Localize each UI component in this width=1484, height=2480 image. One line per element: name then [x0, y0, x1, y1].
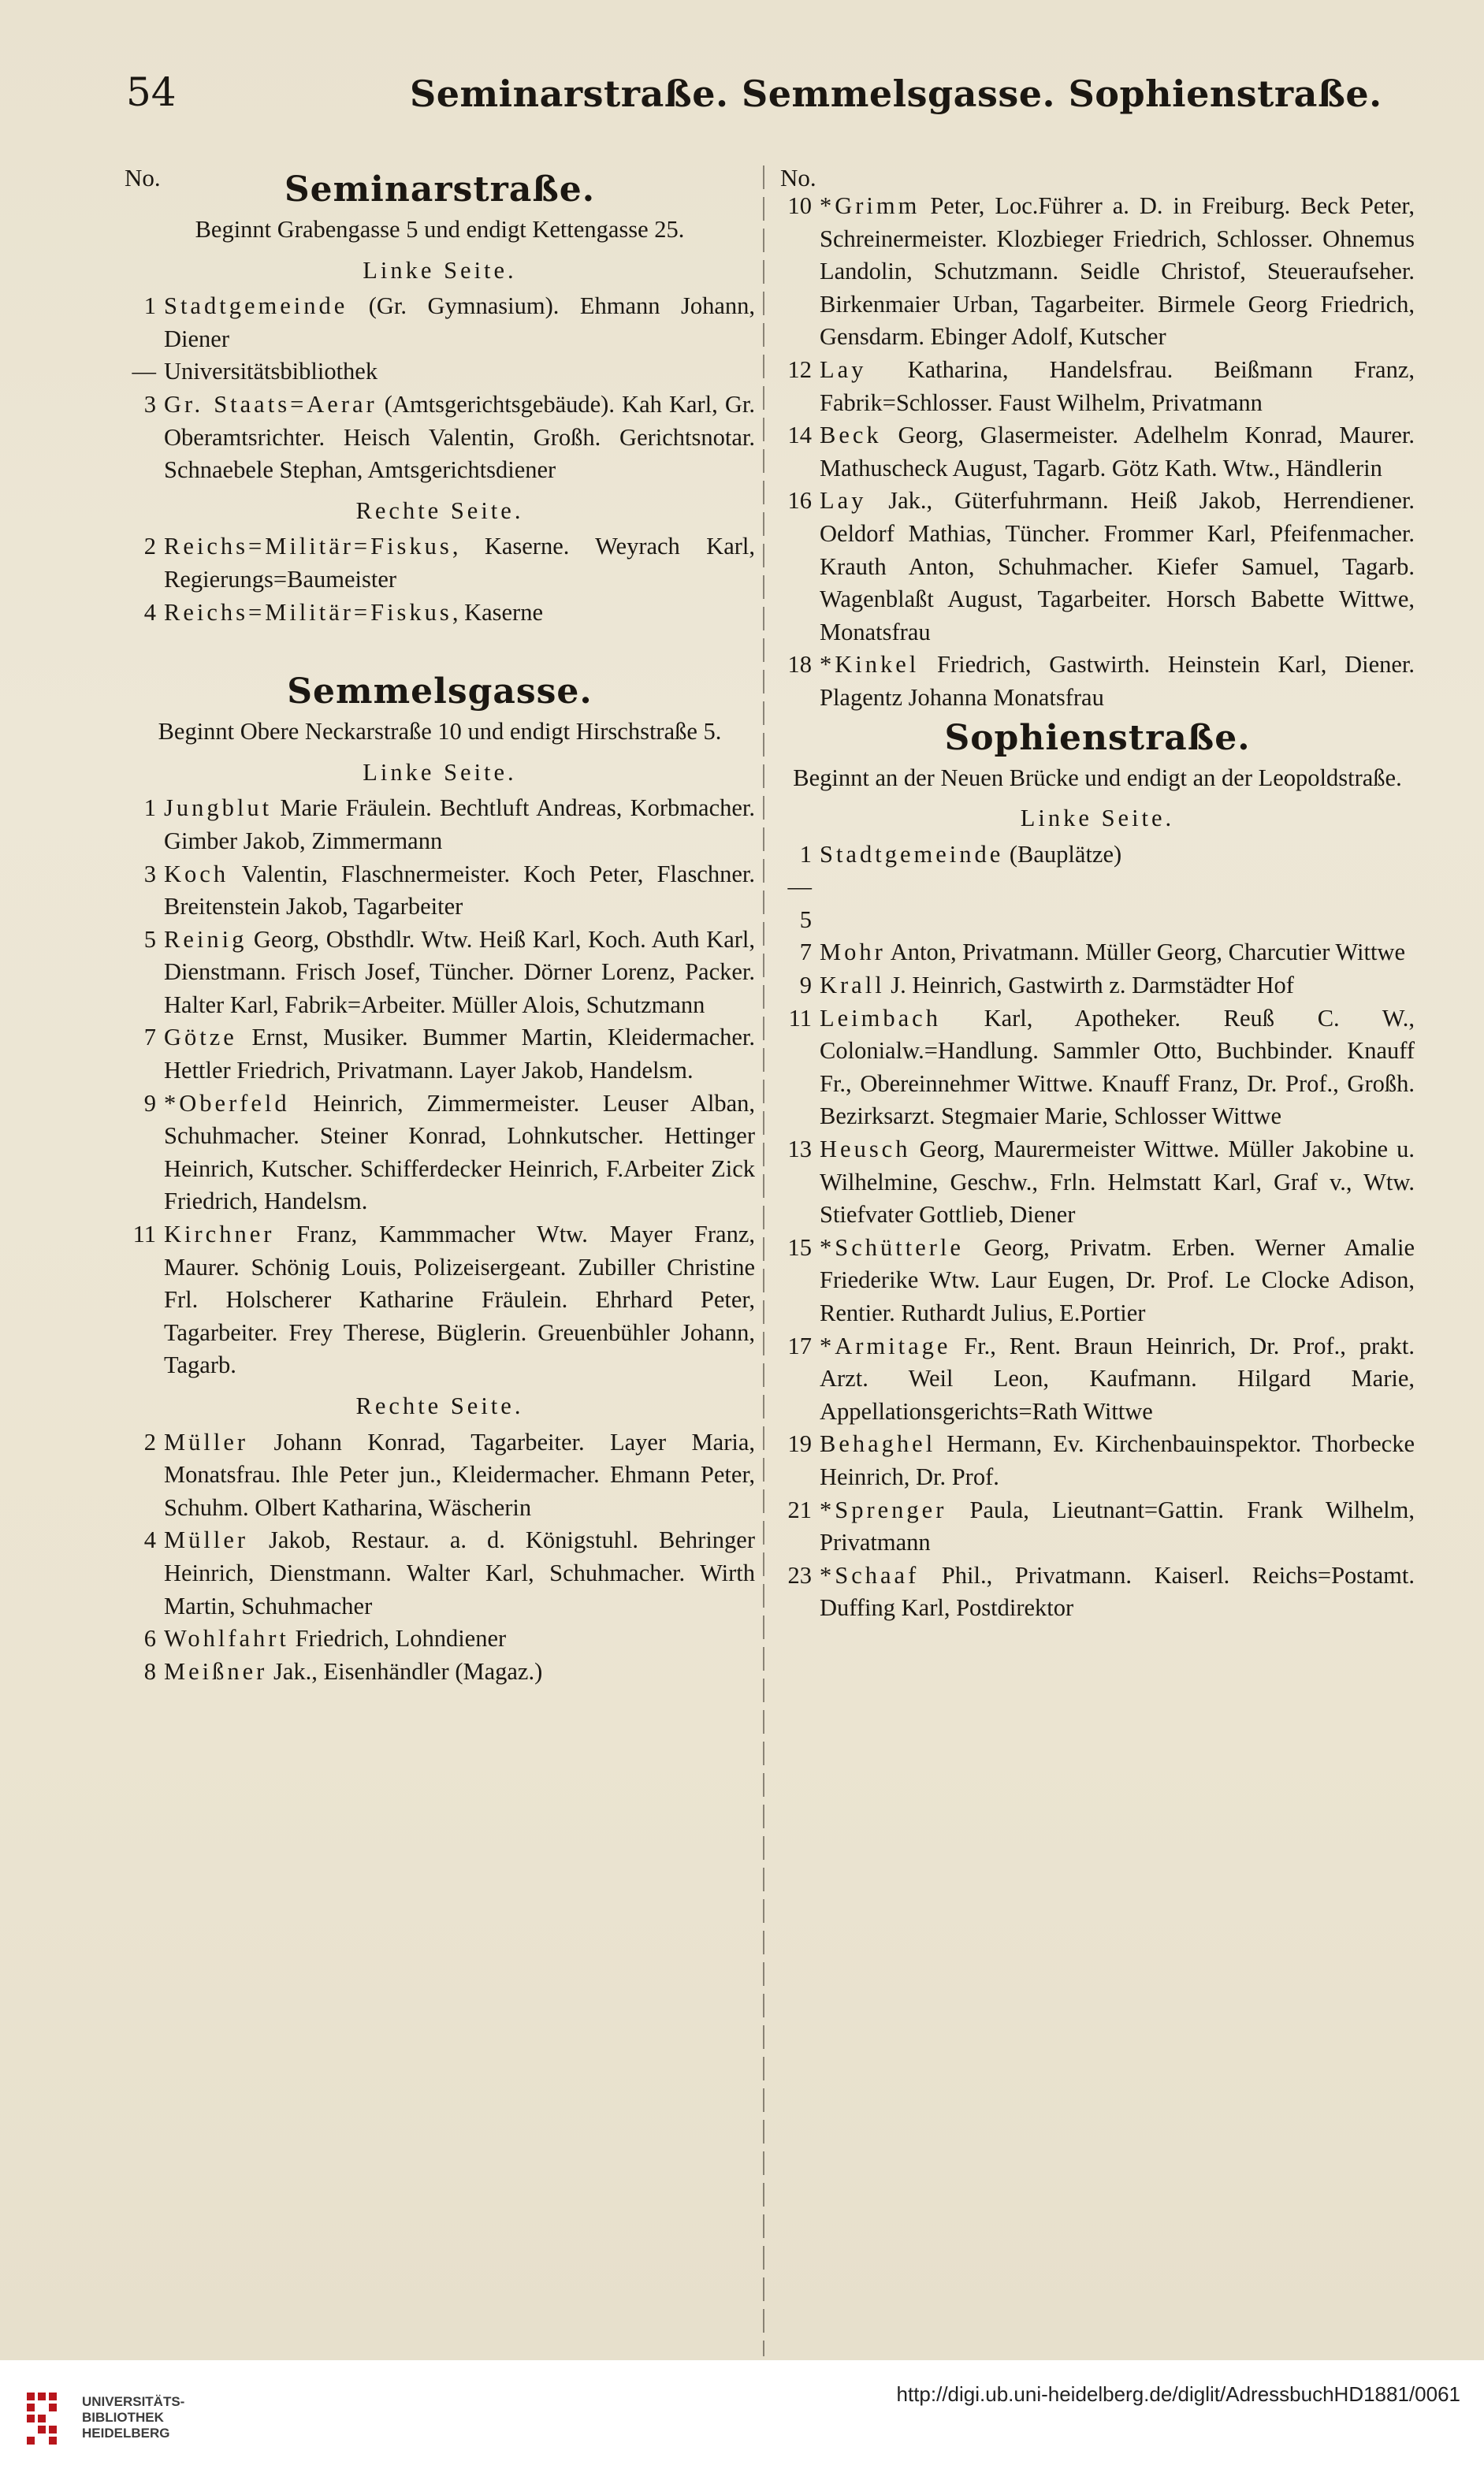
resident-list: Jakob, Restaur. a. d. Königstuhl. Behringer Heinrich, Dienstmann. Walter Karl, Schuhmacher. Wirth Martin, Schuhmacher [164, 1526, 755, 1619]
resident-list: Jak., Eisenhändler (Magaz.) [267, 1657, 543, 1685]
owner-name: *Schütterle [820, 1233, 964, 1261]
house-number: 2 [143, 1428, 156, 1456]
residents-text [820, 1002, 1415, 1133]
page-number: 54 [126, 69, 177, 115]
house-number: 7 [799, 939, 812, 966]
residents-text [164, 1656, 755, 1689]
residents-text [820, 1494, 1415, 1560]
residents-text [820, 485, 1415, 649]
owner-name: Reichs=Militär=Fiskus [164, 598, 452, 626]
owner-name: *Grimm [820, 192, 921, 219]
resident-list: Jak., Güterfuhrmann. Heiß Jakob, Herrendiener. Oeldorf Mathias, Tüncher. Frommer Karl, Pfeifenmacher. Krauth Anton, Schuhmacher. Kiefer Samuel, Tagarb. Wagenblaßt August, Tagarbeiter. Horsch Babette Wittwe, Monatsfrau [820, 487, 1415, 645]
house-number: 9 [143, 1089, 156, 1117]
side-heading: Linke Seite. [363, 256, 517, 284]
owner-name: Reichs=Militär=Fiskus [164, 533, 452, 560]
owner-name: *Oberfeld [164, 1089, 290, 1117]
owner-name: Reinig [164, 925, 247, 953]
resident-list: Ernst, Musiker. Bummer Martin, Kleidermacher. Hettler Friedrich, Privatmann. Layer Jakob, Handelsm. [164, 1024, 755, 1084]
house-number: 19 [787, 1430, 812, 1458]
residents-text [164, 792, 755, 857]
owner-name: Kirchner [164, 1221, 275, 1248]
owner-name: Gr. Staats=Aerar [164, 390, 378, 418]
address-entry [125, 792, 755, 857]
house-number: 2 [143, 533, 156, 560]
address-entry [780, 354, 1415, 419]
address-entry [780, 1330, 1415, 1429]
left-column [125, 162, 755, 1688]
address-entry [780, 190, 1415, 354]
house-number: 17 [787, 1332, 812, 1359]
owner-name: Lay [820, 355, 867, 383]
residents-text [820, 1428, 1415, 1493]
address-entry [780, 1494, 1415, 1560]
house-number: 5 [143, 925, 156, 953]
owner-name: *Sprenger [820, 1496, 947, 1523]
residents-text [820, 1232, 1415, 1330]
house-number: 12 [787, 355, 812, 383]
residents-text [164, 597, 755, 630]
house-number: 16 [787, 487, 812, 515]
street-title: Sophienstraße. [944, 717, 1251, 758]
owner-name: Müller [164, 1526, 249, 1554]
page-header [126, 61, 1382, 125]
owner-name: Stadtgemeinde [820, 840, 1004, 868]
address-entry [125, 1524, 755, 1623]
street-description: Beginnt an der Neuen Brücke und endigt an der Leopoldstraße. [793, 764, 1402, 791]
address-entry [125, 1088, 755, 1218]
resident-list: Valentin, Flaschnermeister. Koch Peter, Flaschner. Breitenstein Jakob, Tagarbeiter [164, 860, 755, 920]
residents-text [820, 838, 1415, 937]
residents-text [820, 419, 1415, 485]
resident-list: Peter, Loc.Führer a. D. in Freiburg. Beck Peter, Schreinermeister. Klozbieger Friedrich, Schlosser. Ohnemus Landolin, Schutzmann. Seidle Christof, Steueraufseher. Birkenmaier Urban, Tagarbeiter. Birmele Georg Friedrich, Gensdarm. Ebinger Adolf, Kutscher [820, 192, 1415, 351]
residents-text [820, 1330, 1415, 1429]
entry-list [780, 838, 1415, 1625]
residents-text [820, 649, 1415, 714]
house-number: 10 [787, 192, 812, 219]
residents-text [164, 355, 755, 389]
right-column [780, 162, 1415, 1625]
residents-text [164, 389, 755, 487]
address-entry [780, 419, 1415, 485]
resident-list: Phil., Privatmann. Kaiserl. Reichs=Postamt. Duffing Karl, Postdirektor [820, 1561, 1415, 1622]
address-entry [125, 530, 755, 596]
resident-list: Heinrich, Zimmermeister. Leuser Alban, Schuhmacher. Steiner Konrad, Lohnkutscher. Hettinger Heinrich, Kutscher. Schifferdecker Heinrich, F.Arbeiter Zick Friedrich, Handelsm. [164, 1089, 755, 1215]
footer-bar [0, 2360, 1484, 2480]
residents-text [164, 290, 755, 355]
library-logo-icon [24, 2388, 71, 2451]
street-description: Beginnt Grabengasse 5 und endigt Kettengasse 25. [195, 216, 685, 243]
owner-name: Krall [820, 972, 885, 999]
house-number: 14 [787, 422, 812, 449]
running-head: Seminarstraße. Semmelsgasse. Sophienstraße. [410, 73, 1382, 115]
resident-list: (Bauplätze) [1003, 840, 1122, 868]
address-entry [780, 1232, 1415, 1330]
resident-list: Hermann, Ev. Kirchenbauinspektor. Thorbecke Heinrich, Dr. Prof. [820, 1430, 1415, 1490]
owner-name: Jungblut [164, 794, 273, 822]
street-title: Semmelsgasse. [287, 671, 593, 712]
continued-entries [780, 190, 1415, 715]
residents-text [164, 1524, 755, 1623]
owner-name: Stadtgemeinde [164, 292, 348, 320]
source-url-link[interactable]: http://digi.ub.uni-heidelberg.de/diglit/AdressbuchHD1881/0061 [896, 2382, 1460, 2406]
house-number: — [132, 358, 156, 385]
residents-text [164, 530, 755, 596]
street-description: Beginnt Obere Neckarstraße 10 und endigt Hirschstraße 5. [158, 718, 722, 745]
house-number: 1 [143, 794, 156, 822]
column-divider [763, 165, 764, 2356]
owner-name: Koch [164, 860, 229, 887]
house-number: 4 [143, 1526, 156, 1554]
owner-name: *Kinkel [820, 651, 920, 679]
house-number: 7 [143, 1024, 156, 1051]
resident-list: J. Heinrich, Gastwirth z. Darmstädter Hof [884, 972, 1294, 999]
address-entry [125, 597, 755, 630]
owner-name: Meißner [164, 1657, 268, 1685]
residents-text [164, 924, 755, 1022]
side-heading: Rechte Seite. [355, 496, 524, 524]
address-entry [125, 858, 755, 924]
resident-list: (Amtsgerichtsgebäude). Kah Karl, Gr. Oberamtsrichter. Heisch Valentin, Großh. Gerichtsnotar. Schnaebele Stephan, Amtsgerichtsdiener [164, 390, 755, 484]
street-title: Seminarstraße. [284, 169, 596, 210]
owner-name: Lay [820, 487, 867, 515]
resident-list: Fr., Rent. Braun Heinrich, Dr. Prof., prakt. Arzt. Weil Leon, Kaufmann. Hilgard Marie, Appellationsgerichts=Rath Wittwe [820, 1332, 1415, 1425]
house-number: 3 [143, 860, 156, 887]
house-number: 11 [788, 1004, 812, 1032]
house-number: 4 [143, 598, 156, 626]
owner-name: Mohr [820, 939, 886, 966]
house-number: 13 [787, 1136, 812, 1163]
residents-text [164, 1623, 755, 1656]
residents-text [820, 1560, 1415, 1625]
no-label: No. [780, 164, 816, 191]
house-number: 23 [787, 1561, 812, 1589]
address-entry [780, 1560, 1415, 1625]
owner-name: Leimbach [820, 1004, 941, 1032]
owner-name: Götze [164, 1024, 237, 1051]
resident-list: Georg, Obsthdlr. Wtw. Heiß Karl, Koch. Auth Karl, Dienstmann. Frisch Josef, Tüncher. Dörner Lorenz, Packer. Halter Karl, Fabrik=Arbeiter. Müller Alois, Schutzmann [164, 925, 755, 1018]
owner-name: Wohlfahrt [164, 1625, 289, 1653]
residents-text [820, 190, 1415, 354]
side-heading: Linke Seite. [1020, 805, 1175, 832]
owner-name: *Armitage [820, 1332, 951, 1359]
owner-name: Heusch [820, 1136, 911, 1163]
residents-text [820, 354, 1415, 419]
residents-text [820, 969, 1415, 1002]
house-number: 18 [787, 651, 812, 679]
house-number: 1—5 [787, 840, 812, 933]
residents-text [820, 936, 1415, 969]
house-number: 6 [143, 1625, 156, 1653]
resident-list: (Gr. Gymnasium). Ehmann Johann, Diener [164, 292, 755, 352]
house-number: 21 [787, 1496, 812, 1523]
house-number: 3 [143, 390, 156, 418]
house-number: 11 [132, 1221, 156, 1248]
address-entry [125, 1218, 755, 1382]
resident-list: Johann Konrad, Tagarbeiter. Layer Maria, Monatsfrau. Ihle Peter jun., Kleidermacher. Ehmann Peter, Schuhm. Olbert Katharina, Wäscherin [164, 1428, 755, 1521]
address-entry [125, 290, 755, 355]
address-entry [125, 1656, 755, 1689]
address-entry [780, 649, 1415, 714]
resident-list: Universitätsbibliothek [164, 358, 378, 385]
address-entry [125, 355, 755, 389]
address-entry [780, 485, 1415, 649]
owner-name: Müller [164, 1428, 249, 1456]
resident-list: Marie Fräulein. Bechtluft Andreas, Korbmacher. Gimber Jakob, Zimmermann [164, 794, 755, 854]
owner-name: Beck [820, 422, 882, 449]
address-entry [125, 1021, 755, 1087]
address-entry [780, 1002, 1415, 1133]
owner-name: *Schaaf [820, 1561, 920, 1589]
address-entry [125, 389, 755, 487]
house-number: 15 [787, 1233, 812, 1261]
resident-list: Georg, Maurermeister Wittwe. Müller Jakobine u. Wilhelmine, Geschw., Frln. Helmstatt Karl, Graf v., Wtw. Stiefvater Gottlieb, Diener [820, 1136, 1415, 1229]
residents-text [164, 1218, 755, 1382]
residents-text [164, 1088, 755, 1218]
resident-list: Friedrich, Lohndiener [288, 1625, 507, 1653]
address-entry [125, 924, 755, 1022]
resident-list: Georg, Glasermeister. Adelhelm Konrad, Maurer. Mathuscheck August, Tagarb. Götz Kath. Wtw., Händlerin [820, 422, 1415, 481]
residents-text [164, 858, 755, 924]
residents-text [164, 1426, 755, 1525]
side-heading: Rechte Seite. [355, 1392, 524, 1419]
resident-list: Karl, Apotheker. Reuß C. W., Colonialw.=Handlung. Sammler Otto, Buchbinder. Knauff Fr., Obereinnehmer Wittwe. Knauff Franz, Dr. Prof., Großh. Bezirksarzt. Stegmaier Marie, Schlosser Wittwe [820, 1004, 1415, 1130]
address-entry [780, 936, 1415, 969]
resident-list: , Kaserne. Weyrach Karl, Regierungs=Baumeister [164, 533, 755, 593]
address-entry [125, 1426, 755, 1525]
resident-list: , Kaserne [452, 598, 543, 626]
resident-list: Franz, Kammmacher Wtw. Mayer Franz, Maurer. Schönig Louis, Polizeisergeant. Zubiller Christine Frl. Holscherer Katharine Fräulein. Ehrhard Peter, Tagarbeiter. Frey Therese, Büglerin. Greuenbühler Johann, Tagarb. [164, 1221, 755, 1379]
house-number: 1 [143, 292, 156, 320]
resident-list: Katharina, Handelsfrau. Beißmann Franz, Fabrik=Schlosser. Faust Wilhelm, Privatmann [820, 355, 1415, 416]
house-number: 9 [799, 972, 812, 999]
resident-list: Anton, Privatmann. Müller Georg, Charcutier Wittwe [885, 939, 1405, 966]
residents-text [820, 1133, 1415, 1232]
house-number: 8 [143, 1657, 156, 1685]
resident-list: Georg, Privatm. Erben. Werner Amalie Friederike Wtw. Laur Eugen, Dr. Prof. Le Clocke Adison, Rentier. Ruthardt Julius, E.Portier [820, 1233, 1415, 1326]
side-heading: Linke Seite. [363, 758, 517, 786]
address-entry [780, 1133, 1415, 1232]
no-label: No. [125, 164, 161, 191]
address-entry [125, 1623, 755, 1656]
address-entry [780, 1428, 1415, 1493]
owner-name: Behaghel [820, 1430, 936, 1458]
library-name: UNIVERSITÄTS- BIBLIOTHEK HEIDELBERG [82, 2394, 185, 2441]
resident-list: Paula, Lieutnant=Gattin. Frank Wilhelm, Privatmann [820, 1496, 1415, 1556]
address-entry [780, 838, 1415, 937]
address-entry [780, 969, 1415, 1002]
residents-text [164, 1021, 755, 1087]
resident-list: Friedrich, Gastwirth. Heinstein Karl, Diener. Plagentz Johanna Monatsfrau [820, 651, 1415, 711]
